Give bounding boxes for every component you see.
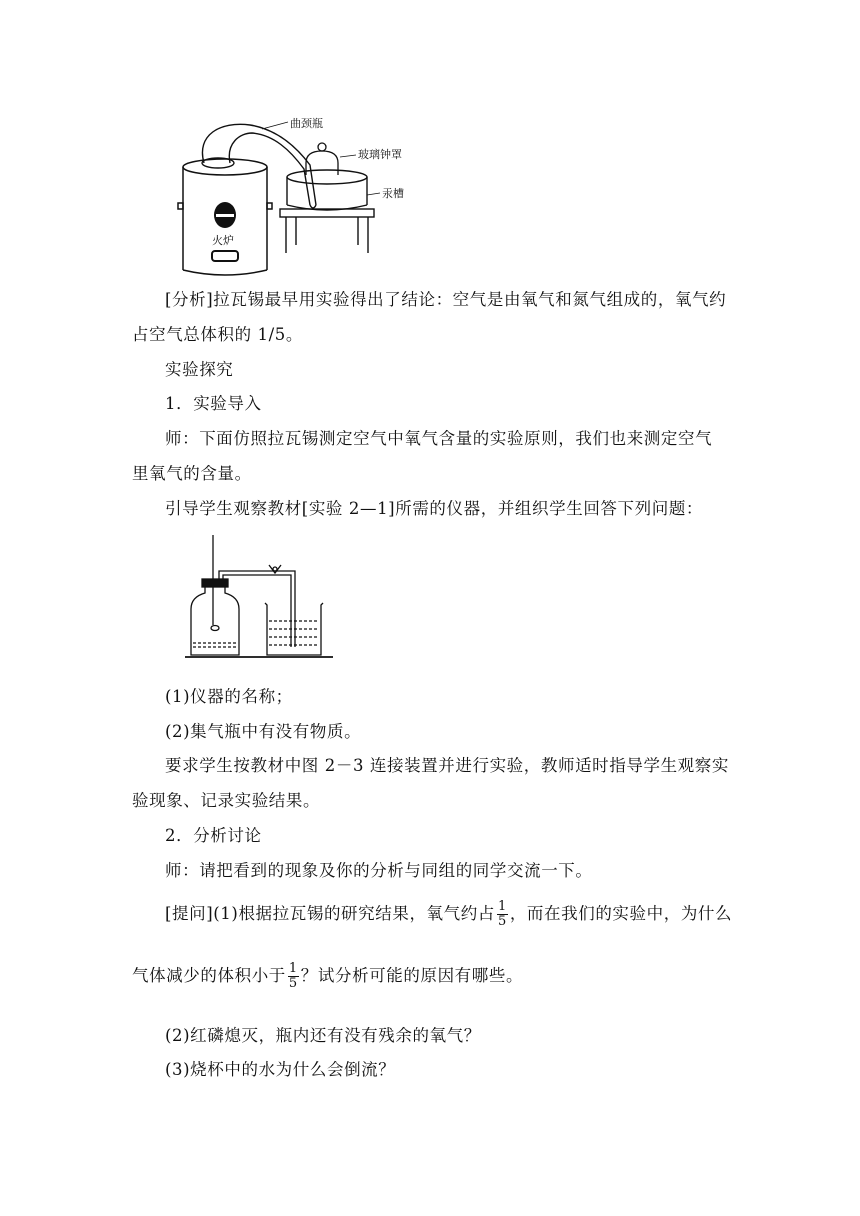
question-part-2: ，而在我们的实验中，为什么	[509, 904, 733, 923]
require-line-2: 验现象、记录实验结果。	[132, 791, 321, 810]
question-block-line-2	[132, 962, 523, 991]
trough-label: 汞槽	[382, 187, 404, 200]
question-water-backflow: (3)烧杯中的水为什么会倒流？	[165, 1060, 396, 1079]
oxygen-measurement-figure	[185, 535, 335, 665]
question-line2-part-1: 气体减少的体积小于	[132, 966, 286, 985]
question-red-phosphorus: (2)红磷熄灭，瓶内还有没有残余的氧气？	[165, 1026, 481, 1045]
gas-bottle	[191, 587, 239, 655]
furnace-door	[212, 251, 238, 261]
connecting-tube	[219, 571, 295, 647]
fraction-one-fifth: $\frac{1}{5}$	[497, 899, 507, 929]
mercury-trough	[287, 170, 367, 210]
heading-experiment-explore: 实验探究	[165, 360, 234, 379]
furnace-label: 火炉	[212, 234, 234, 247]
fraction-one-fifth-2: $\frac{1}{5}$	[288, 961, 298, 991]
question-block-line-1	[165, 900, 732, 929]
retort-label: 曲颈瓶	[290, 117, 323, 130]
section-2-title: 2．分析讨论	[165, 826, 262, 845]
analysis-line-1: [分析]拉瓦锡最早用实验得出了结论：空气是由氧气和氮气组成的，氧气约	[165, 290, 727, 309]
guide-text: 引导学生观察教材[实验 2—1]所需的仪器，并组织学生回答下列问题：	[165, 499, 704, 518]
flame-icon	[214, 202, 236, 228]
stand	[280, 209, 374, 253]
retort-flask	[202, 124, 316, 208]
analysis-line-2: 占空气总体积的 1/5。	[132, 325, 303, 344]
bell-jar-label: 玻璃钟罩	[358, 148, 402, 161]
question-part-1: [提问](1)根据拉瓦锡的研究结果，氧气约占	[165, 904, 495, 923]
question-1: (1)仪器的名称；	[165, 687, 293, 706]
question-line2-part-2: ？试分析可能的原因有哪些。	[300, 966, 524, 985]
teacher-discuss: 师：请把看到的现象及你的分析与同组的同学交流一下。	[165, 861, 593, 880]
lavoisier-apparatus-figure	[170, 105, 430, 280]
section-1-title: 1．实验导入	[165, 394, 262, 413]
teacher-intro-line-2: 里氧气的含量。	[132, 464, 252, 483]
teacher-intro-line-1: 师：下面仿照拉瓦锡测定空气中氧气含量的实验原则，我们也来测定空气	[165, 429, 713, 448]
stopper	[202, 579, 228, 587]
require-line-1: 要求学生按教材中图 2－3 连接装置并进行实验，教师适时指导学生观察实	[165, 756, 729, 775]
question-2: (2)集气瓶中有没有物质。	[165, 722, 362, 741]
